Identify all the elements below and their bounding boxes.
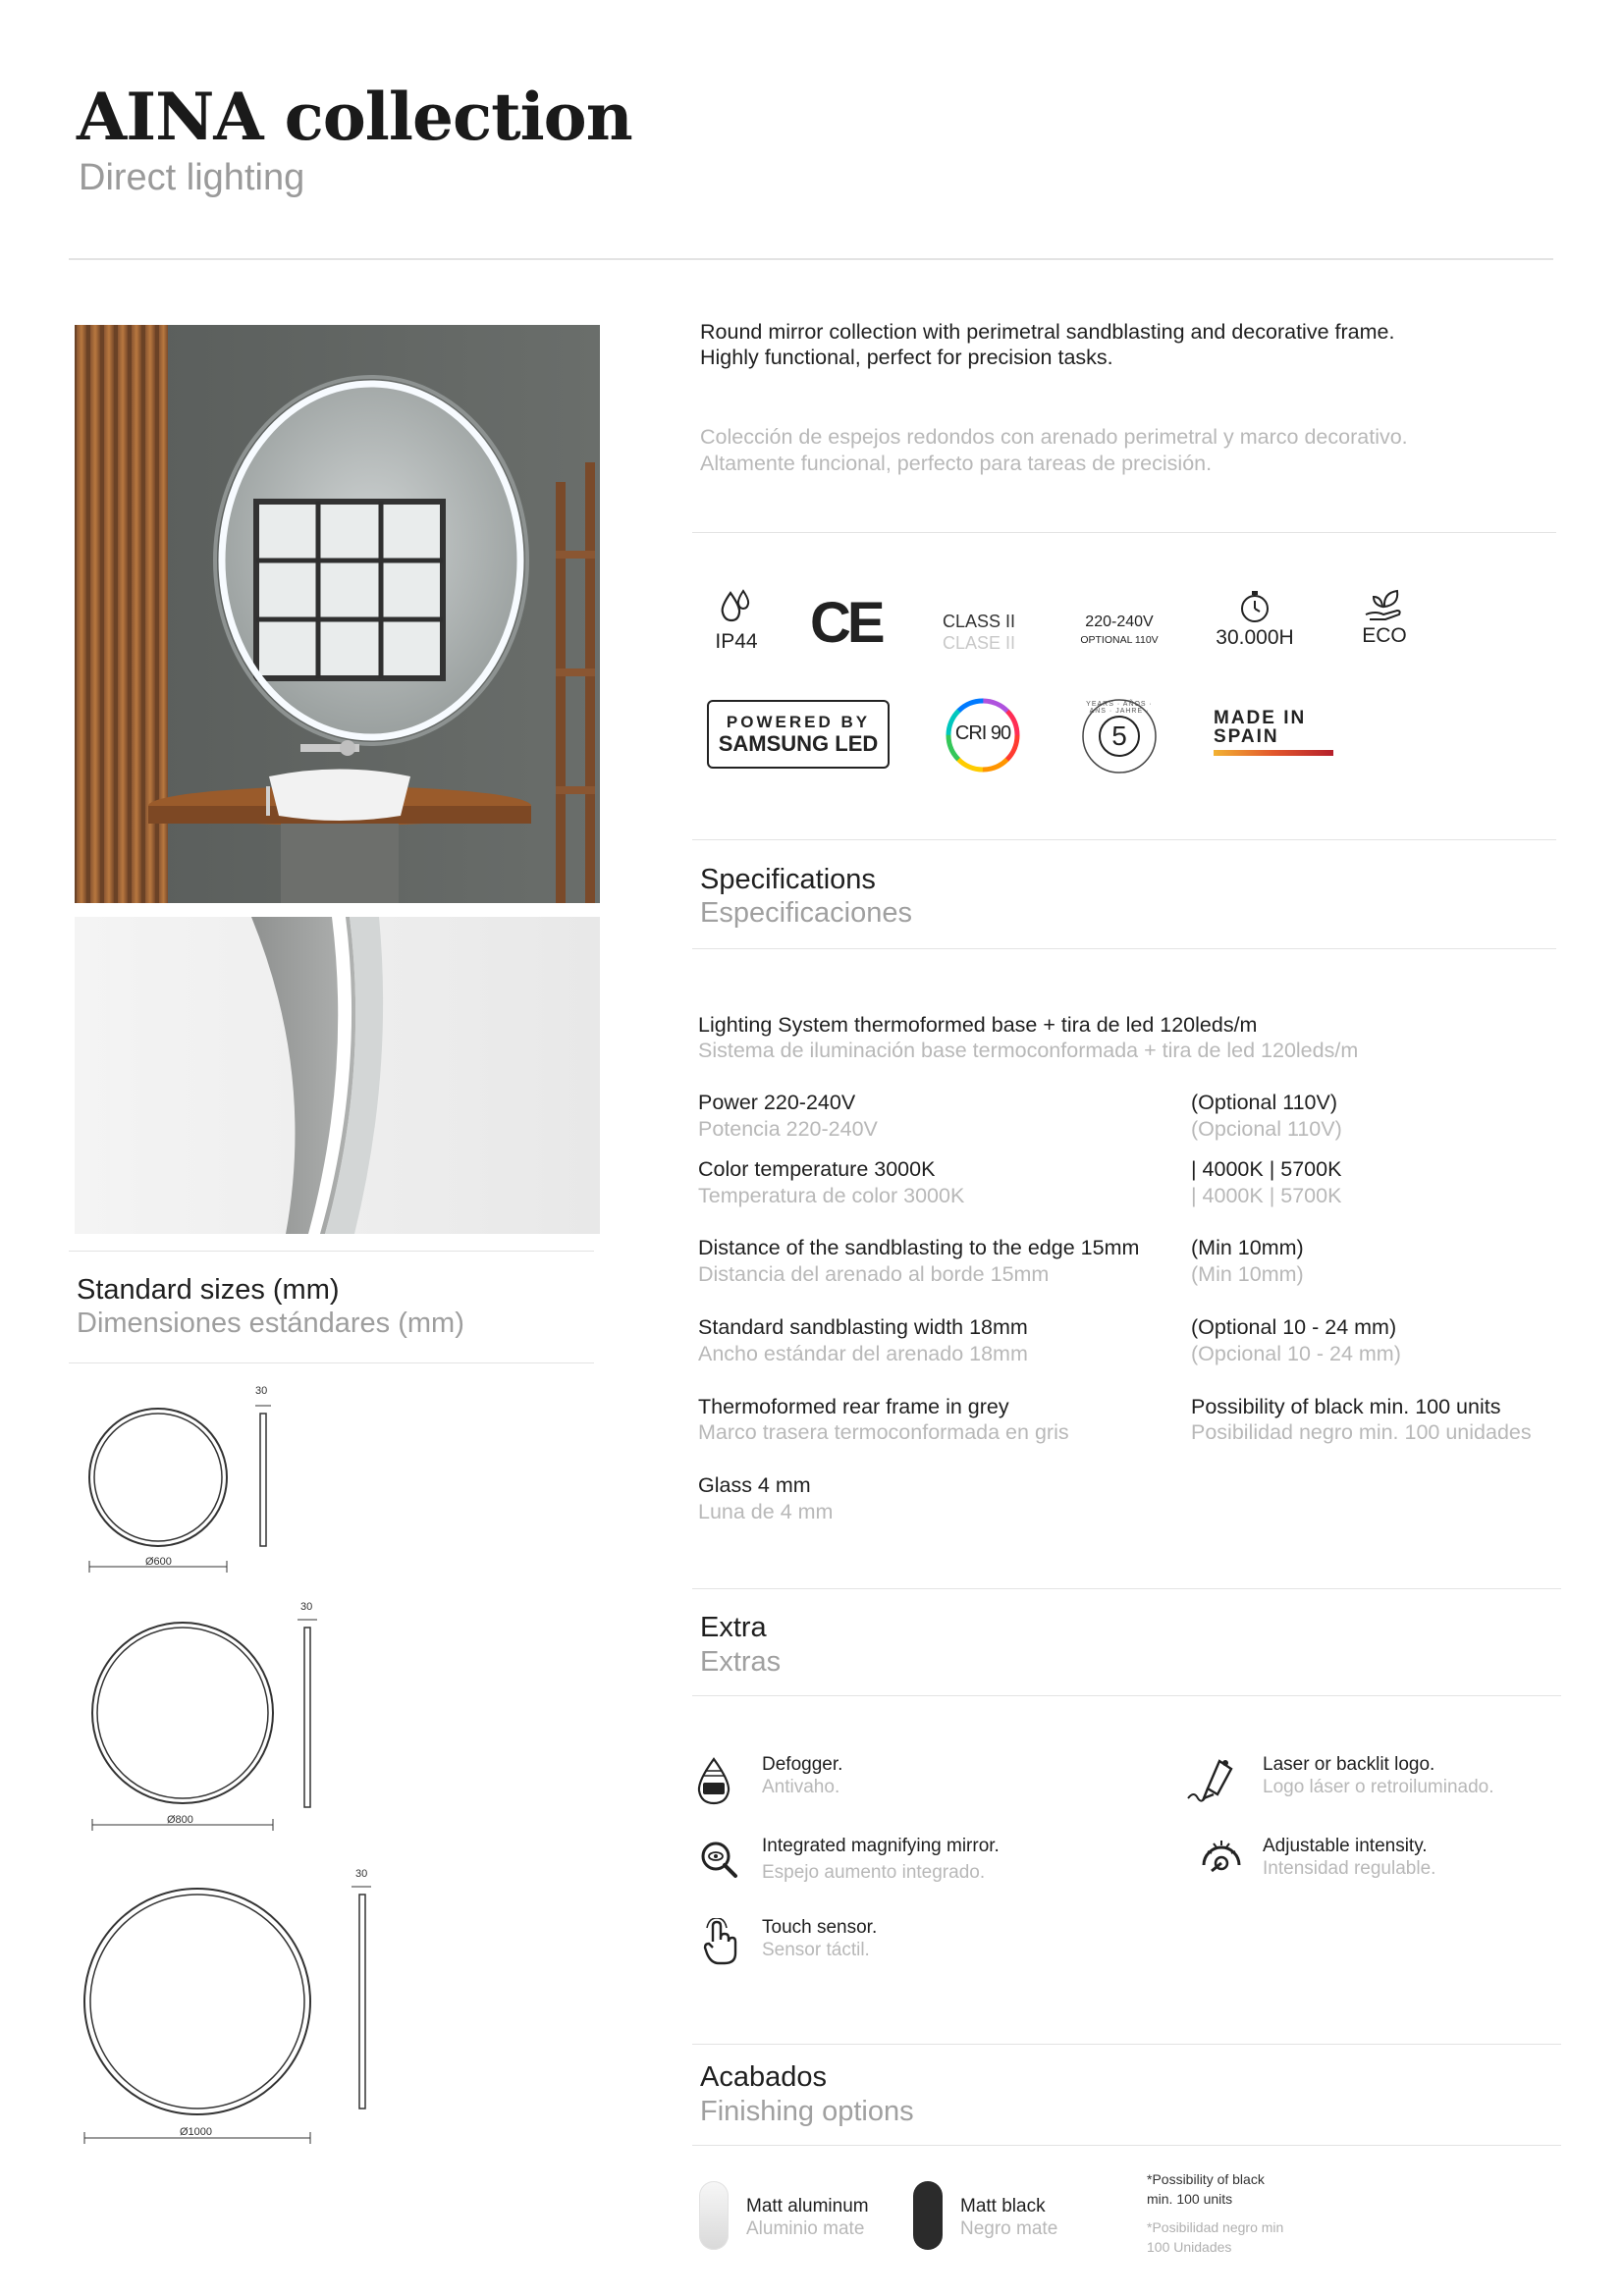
ce-mark: CE	[810, 591, 882, 655]
finish-note-en-line2: min. 100 units	[1147, 2191, 1233, 2207]
spec-sandblast-distance-en: Distance of the sandblasting to the edge 15mm	[698, 1236, 1140, 1259]
hours-label: 30.000H	[1216, 626, 1294, 649]
extras-heading-divider	[692, 1695, 1561, 1696]
spec-power-option-es: (Opcional 110V)	[1191, 1117, 1342, 1141]
spec-color-temp-option-en: | 4000K | 5700K	[1191, 1157, 1342, 1181]
page-title: AINA collection	[77, 79, 632, 155]
size-depth-label: 30	[355, 1868, 368, 1880]
bathroom-photo	[75, 325, 600, 903]
dimmer-icon	[1198, 1834, 1245, 1882]
made-in-spain-badge	[1214, 709, 1333, 756]
warranty-ring-text: YEARS · AÑOS · ANS · JAHRE ·	[1086, 701, 1153, 715]
water-drops-icon	[717, 589, 756, 626]
extra-logo-en: Laser or backlit logo.	[1263, 1754, 1435, 1775]
magnifier-icon	[699, 1840, 738, 1884]
intro-es	[700, 424, 1544, 477]
size-diameter-label: Ø600	[145, 1556, 172, 1568]
sizes-heading-en: Standard sizes (mm)	[77, 1274, 340, 1306]
finish-black-es: Negro mate	[960, 2218, 1058, 2239]
spec-sandblast-width-option-en: (Optional 10 - 24 mm)	[1191, 1315, 1397, 1339]
spec-glass-es: Luna de 4 mm	[698, 1500, 834, 1523]
extra-defogger-es: Antivaho.	[762, 1777, 840, 1797]
extra-intensity-en: Adjustable intensity.	[1263, 1836, 1428, 1856]
extras-heading-en: Extra	[700, 1612, 767, 1643]
sizes-bottom-divider	[69, 1362, 594, 1363]
spec-sandblast-distance-option-en: (Min 10mm)	[1191, 1236, 1304, 1259]
voltage-badge	[1070, 614, 1168, 646]
voltage-label: 220-240V	[1085, 614, 1154, 630]
size-drawing-800	[92, 1620, 317, 1831]
hours-badge	[1206, 589, 1304, 650]
pen-icon	[1186, 1755, 1241, 1807]
spec-power-es: Potencia 220-240V	[698, 1117, 878, 1141]
header-divider	[69, 258, 1553, 260]
spec-sandblast-distance-es: Distancia del arenado al borde 15mm	[698, 1262, 1050, 1286]
cri-label: CRI 90	[954, 722, 1011, 744]
spec-rear-frame-en: Thermoformed rear frame in grey	[698, 1395, 1009, 1418]
finishes-heading-divider	[692, 2145, 1561, 2146]
size-drawing-600	[89, 1406, 271, 1573]
size-drawing-1000	[84, 1887, 371, 2144]
finish-note-es-line2: 100 Unidades	[1147, 2239, 1232, 2255]
extra-logo-es: Logo láser o retroiluminado.	[1263, 1777, 1494, 1797]
made-in-line1: MADE IN	[1214, 708, 1307, 728]
specs-heading-en: Specifications	[700, 864, 876, 895]
extra-touch-es: Sensor táctil.	[762, 1940, 870, 1960]
extras-heading-es: Extras	[700, 1646, 782, 1678]
certs-divider	[692, 839, 1556, 840]
spec-lighting-es: Sistema de iluminación base termoconformada + tira de led 120leds/m	[698, 1039, 1359, 1062]
finish-black-swatch	[913, 2181, 943, 2250]
ip44-badge	[705, 589, 768, 654]
size-depth-label: 30	[255, 1385, 268, 1397]
class-es-label: CLASE II	[943, 633, 1016, 653]
spain-color-bar	[1214, 750, 1333, 756]
ip44-label: IP44	[715, 630, 758, 653]
spec-sandblast-width-es: Ancho estándar del arenado 18mm	[698, 1342, 1028, 1365]
samsung-led-badge	[707, 700, 890, 769]
spec-glass-en: Glass 4 mm	[698, 1473, 811, 1497]
spec-sandblast-distance-option-es: (Min 10mm)	[1191, 1262, 1304, 1286]
spec-power-en: Power 220-240V	[698, 1091, 856, 1114]
spec-power-option-en: (Optional 110V)	[1191, 1091, 1337, 1114]
extras-bottom-divider	[692, 2044, 1561, 2045]
spec-color-temp-es: Temperatura de color 3000K	[698, 1184, 965, 1207]
spec-rear-frame-option-en: Possibility of black min. 100 units	[1191, 1395, 1501, 1418]
samsung-line2: SAMSUNG LED	[718, 731, 879, 756]
spec-rear-frame-es: Marco trasera termoconformada en gris	[698, 1420, 1069, 1444]
cri90-badge	[945, 697, 1021, 774]
finish-aluminum-es: Aluminio mate	[746, 2218, 865, 2239]
size-drawings	[69, 1374, 442, 2160]
finish-note-es-line1: *Posibilidad negro min	[1147, 2219, 1284, 2235]
extra-touch-en: Touch sensor.	[762, 1917, 878, 1938]
finish-aluminum-en: Matt aluminum	[746, 2196, 869, 2216]
extra-defogger-en: Defogger.	[762, 1754, 843, 1775]
specs-bottom-divider	[692, 1588, 1561, 1589]
finish-aluminum-swatch	[699, 2181, 729, 2250]
size-diameter-label: Ø1000	[180, 2126, 213, 2138]
sizes-top-divider	[69, 1251, 594, 1252]
spec-color-temp-en: Color temperature 3000K	[698, 1157, 936, 1181]
spec-sandblast-width-option-es: (Opcional 10 - 24 mm)	[1191, 1342, 1401, 1365]
spec-lighting-en: Lighting System thermoformed base + tira de led 120leds/m	[698, 1013, 1258, 1037]
made-in-line2: SPAIN	[1214, 726, 1279, 747]
finishes-heading-es: Acabados	[700, 2061, 827, 2093]
detail-photo	[75, 917, 600, 1234]
warranty-number: 5	[1111, 721, 1127, 751]
specs-heading-es: Especificaciones	[700, 897, 912, 929]
extra-magnifying-es: Espejo aumento integrado.	[762, 1862, 986, 1883]
touch-icon	[701, 1918, 738, 1972]
finishes-heading-en: Finishing options	[700, 2096, 914, 2127]
intro-en-line1: Round mirror collection with perimetral sandblasting and decorative frame.	[700, 320, 1395, 344]
voltage-optional-label: OPTIONAL 110V	[1080, 634, 1159, 646]
sizes-heading-es: Dimensiones estándares (mm)	[77, 1308, 464, 1339]
eco-hand-leaf-icon	[1362, 587, 1407, 622]
finish-note-es	[1147, 2217, 1283, 2257]
finish-note-en-line1: *Possibility of black	[1147, 2171, 1265, 2187]
size-diameter-label: Ø800	[167, 1814, 193, 1826]
intro-es-line2: Altamente funcional, perfecto para tareas de precisión.	[700, 452, 1213, 475]
extra-intensity-es: Intensidad regulable.	[1263, 1858, 1436, 1879]
intro-es-line1: Colección de espejos redondos con arenado perimetral y marco decorativo.	[700, 425, 1408, 449]
intro-en-line2: Highly functional, perfect for precision tasks.	[700, 346, 1113, 369]
extra-magnifying-en: Integrated magnifying mirror.	[762, 1836, 1000, 1856]
eco-label: ECO	[1362, 624, 1407, 647]
eco-badge	[1355, 587, 1414, 648]
page-subtitle: Direct lighting	[79, 157, 305, 198]
spec-rear-frame-option-es: Posibilidad negro min. 100 unidades	[1191, 1420, 1532, 1444]
intro-divider	[692, 532, 1556, 533]
intro-en	[700, 319, 1544, 370]
specs-heading-divider	[692, 948, 1556, 949]
defogger-icon	[695, 1757, 732, 1811]
finish-note-en	[1147, 2169, 1265, 2209]
class-en-label: CLASS II	[943, 612, 1016, 631]
samsung-line1: POWERED BY	[726, 713, 871, 731]
stopwatch-icon	[1237, 589, 1272, 624]
class-badge	[943, 611, 1015, 654]
spec-color-temp-option-es: | 4000K | 5700K	[1191, 1184, 1342, 1207]
spec-sandblast-width-en: Standard sandblasting width 18mm	[698, 1315, 1028, 1339]
finish-black-en: Matt black	[960, 2196, 1046, 2216]
size-depth-label: 30	[300, 1601, 313, 1613]
warranty-badge	[1080, 697, 1159, 775]
